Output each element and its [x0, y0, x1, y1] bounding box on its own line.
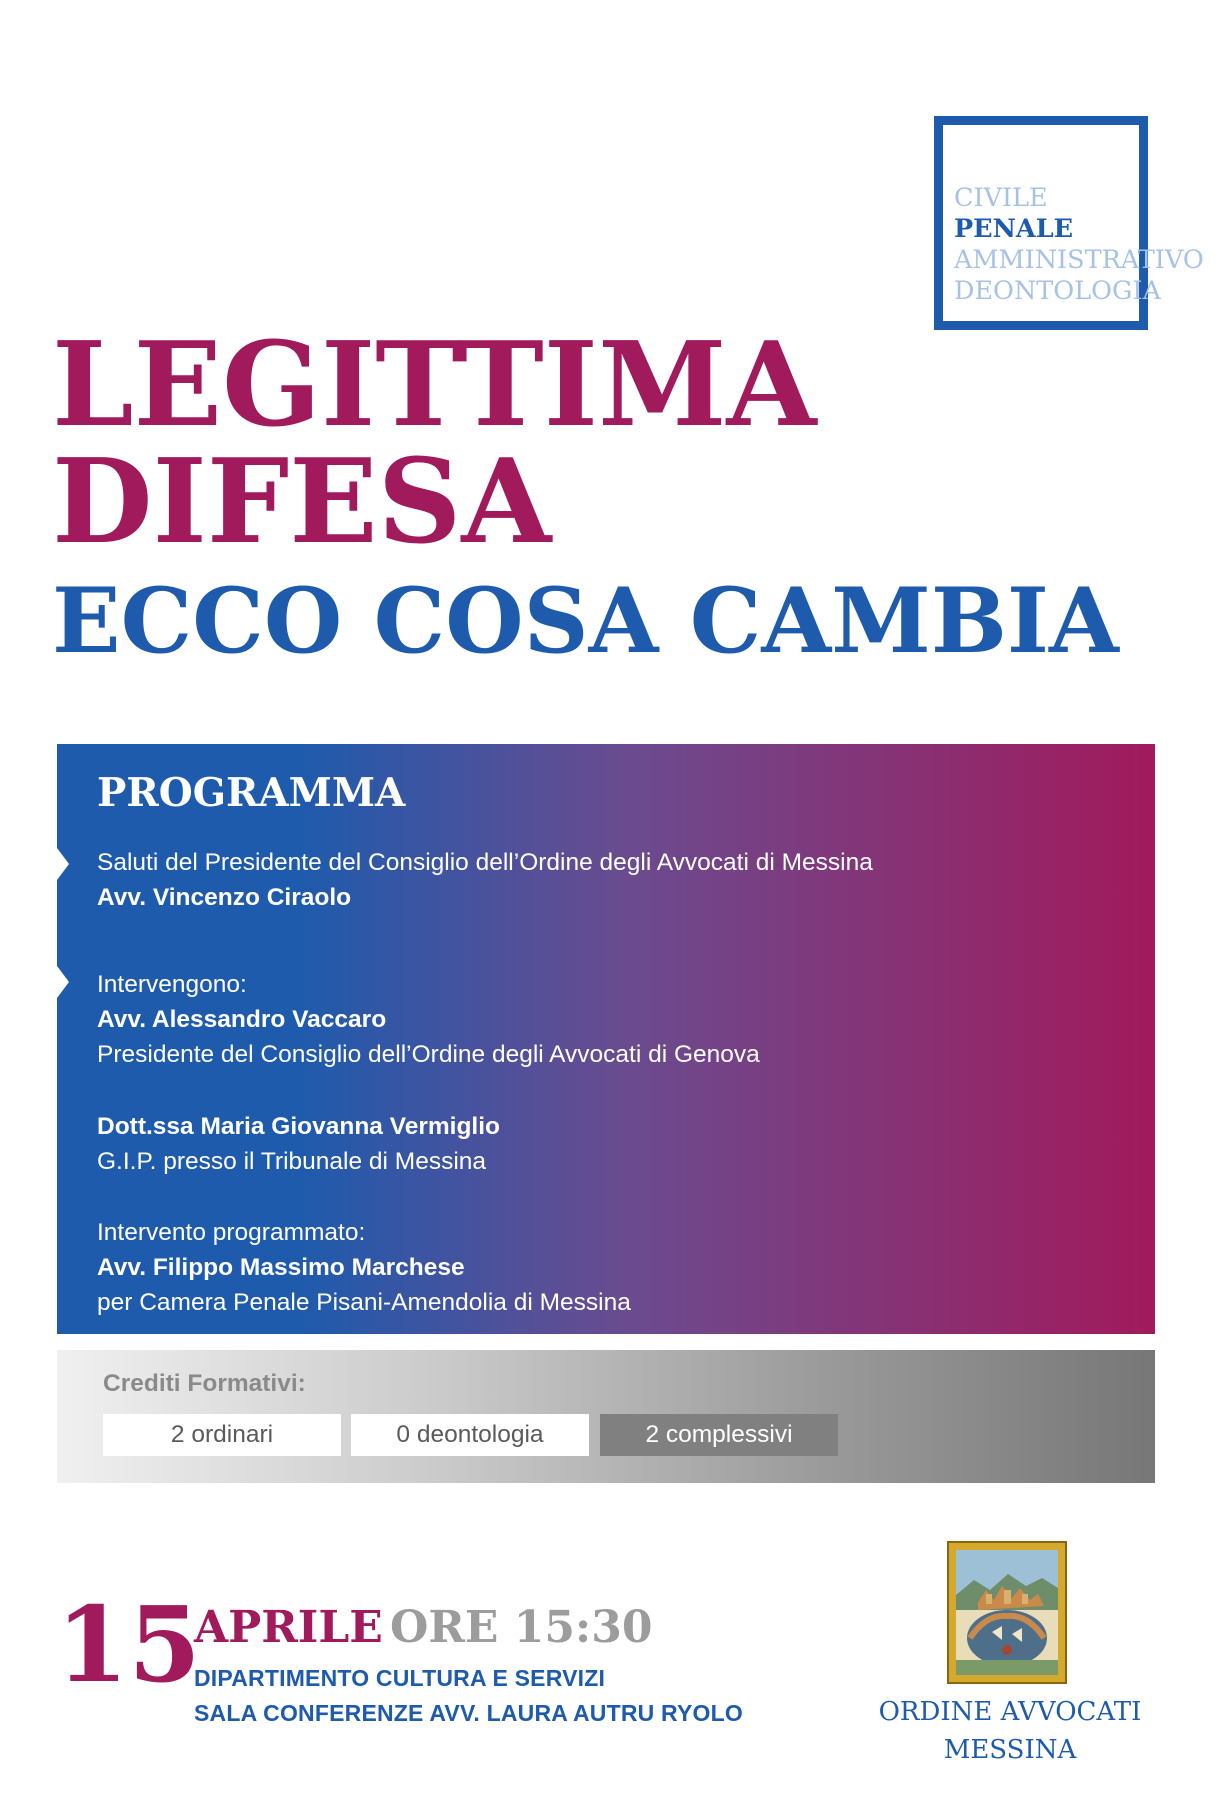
event-day: 15 [56, 1583, 201, 1706]
category-amministrativo: AMMINISTRATIVO [954, 245, 1204, 275]
programma-heading: PROGRAMMA [97, 770, 406, 816]
organizer-line-1: ORDINE AVVOCATI [878, 1697, 1142, 1727]
credit-deontologia: 0 deontologia [351, 1414, 589, 1456]
title-line-1: LEGITTIMA [52, 317, 817, 453]
speaker2-name: Dott.ssa Maria Giovanna Vermiglio [97, 1113, 501, 1140]
speaker1-name: Avv. Alessandro Vaccaro [97, 1006, 387, 1033]
section-marker [57, 966, 69, 998]
programmato-label: Intervento programmato: [97, 1219, 366, 1246]
category-penale: PENALE [954, 214, 1074, 244]
credit-ordinari: 2 ordinari [103, 1414, 341, 1456]
event-time: ORE 15:30 [390, 1602, 653, 1653]
speaker3-name: Avv. Filippo Massimo Marchese [97, 1254, 465, 1281]
organizer-line-2: MESSINA [943, 1735, 1077, 1765]
speaker2-role: G.I.P. presso il Tribunale di Messina [97, 1148, 487, 1175]
messina-seal-image [956, 1550, 1058, 1675]
venue-room: SALA CONFERENZE AVV. LAURA AUTRU RYOLO [194, 1700, 743, 1726]
section-marker [57, 848, 69, 880]
speaker1-role: Presidente del Consiglio dell’Ordine degli Avvocati di Genova [97, 1041, 760, 1068]
messina-seal-icon [947, 1541, 1067, 1684]
credits-label: Crediti Formativi: [103, 1370, 306, 1397]
venue-department: DIPARTIMENTO CULTURA E SERVIZI [194, 1665, 606, 1691]
organizer-name [850, 1693, 1170, 1769]
saluti-name: Avv. Vincenzo Ciraolo [97, 884, 352, 911]
category-list [954, 183, 1204, 307]
saluti-text: Saluti del Presidente del Consiglio dell’Ordine degli Avvocati di Messina [97, 849, 873, 876]
event-month: APRILE [194, 1602, 383, 1653]
title-line-2: DIFESA [52, 434, 552, 570]
category-civile: CIVILE [954, 183, 1048, 213]
speaker3-role: per Camera Penale Pisani-Amendolia di Messina [97, 1289, 631, 1316]
subtitle: ECCO COSA CAMBIA [52, 568, 1119, 674]
intervengono-label: Intervengono: [97, 971, 247, 998]
credit-complessivi: 2 complessivi [600, 1414, 838, 1456]
category-deontologia: DEONTOLOGIA [954, 276, 1161, 306]
